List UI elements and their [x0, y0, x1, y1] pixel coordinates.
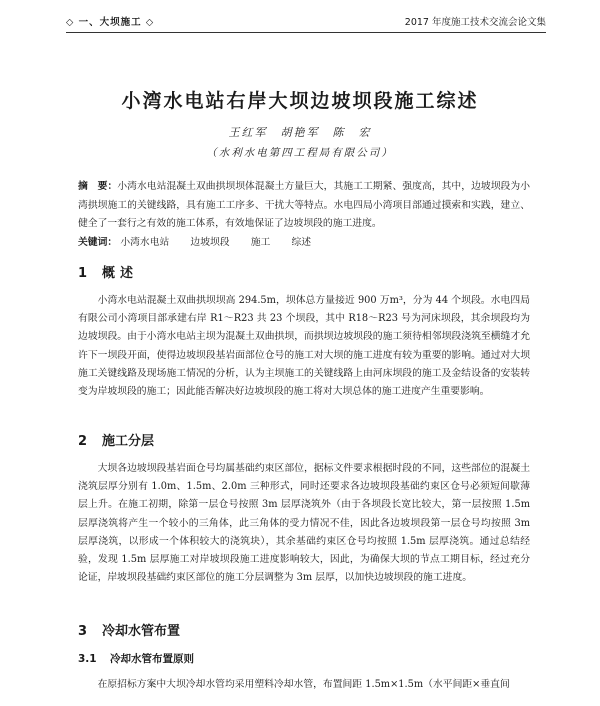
section-3-1-paragraph: 在原招标方案中大坝冷却水管均采用塑料冷却水管，布置间距 1.5m×1.5m（水平间距×垂直间: [97, 679, 510, 690]
header-section-label: ◇ 一、大坝施工 ◇: [66, 17, 155, 28]
abstract-label: 摘 要：: [78, 181, 118, 192]
running-header: [66, 10, 546, 33]
section-heading-3: [78, 620, 180, 639]
section-2-paragraph: 大坝各边坡坝段基岩面仓号均属基础约束区部位，据标文件要求根据时段的不同，这些部位的混凝土浇筑层厚分别有 1.0m、1.5m、2.0m 三种形式，同时还要求各边坡坝段基础约束区仓号必须短间歇薄层上升。在施工初期，除第一层仓号按照 3m 层厚浇筑外（由于各坝段长宽比较大，第一层按照 1.5m 层厚浇筑将产生一个较小的三角体，此三角体的受力情况不佳，因此各边坡坝段第一层仓号均按照 3m 层厚浇筑，以形成一个体积较大的浇筑块），其余基础约束区仓号均按照 1.5m 层厚浇筑。通过总结经验，发现 1.5m 层厚施工对岸坡坝段施工进度影响较大，因此，为确保大坝的节点工期目标，经过充分论证，岸坡坝段基础约束区部位的施工分层调整为 3m 层厚，以加快边坡坝段的施工进度。: [78, 463, 530, 584]
paper-affiliation: （水利水电第四工程局有限公司）: [206, 147, 394, 159]
abstract-text: 小湾水电站混凝土双曲拱坝坝体混凝土方量巨大，其施工工期紧、强度高，其中，边坡坝段为小湾拱坝施工的关键线路，具有施工工序多、干扰大等特点。水电四局小湾项目部通过摸索和实践，建立、健全了一套行之有效的施工体系，有效地保证了边坡坝段的施工进度。: [78, 181, 531, 229]
subsection-number: 3.1: [78, 653, 97, 665]
keywords: [78, 234, 530, 252]
section-number: 1: [78, 266, 88, 281]
header-proceedings-title: 2017 年度施工技术交流会论文集: [404, 17, 546, 28]
subsection-heading-3-1: [78, 651, 194, 666]
paper-authors: 王红军 胡艳军 陈 宏: [228, 126, 372, 139]
section-title: 概述: [102, 266, 139, 281]
section-heading-1: [78, 262, 138, 281]
paper-title: 小湾水电站右岸大坝边坡坝段施工综述: [121, 90, 479, 112]
keyword: 施工: [250, 237, 271, 248]
section-number: 2: [78, 434, 88, 449]
keyword: 综述: [291, 237, 312, 248]
subsection-title: 冷却水管布置原则: [110, 653, 194, 665]
section-heading-2: [78, 430, 154, 449]
section-title: 施工分层: [102, 434, 155, 449]
section-1-paragraph: 小湾水电站混凝土双曲拱坝坝高 294.5m，坝体总方量接近 900 万m³，分为 44 个坝段。水电四局有限公司小湾项目部承建右岸 R1～R23 共 23 个坝段，其中 R18～R23 号为河床坝段，其余坝段均为边坡坝段。由于小湾水电站主坝为混凝土双曲拱坝，而拱坝边坡坝段的施工须待相邻坝段浇筑至横缝才允许下一坝段开面，使得边坡坝段基岩面部位仓号的施工对大坝的施工进度有较为重要的影响。通过对大坝施工关键线路及现场施工情况的分析，认为主坝施工的关键线路上由河床坝段的施工及金结设备的安装转变为岸坡坝段的施工；因此能否解决好边坡坝段的施工将对大坝总体的施工进度产生重要影响。: [78, 295, 530, 398]
abstract: [78, 178, 530, 234]
section-title: 冷却水管布置: [102, 624, 181, 639]
section-number: 3: [78, 624, 88, 639]
keyword: 边坡坝段: [190, 237, 230, 248]
keyword: 小湾水电站: [120, 237, 170, 248]
keywords-label: 关键词：: [78, 237, 118, 248]
